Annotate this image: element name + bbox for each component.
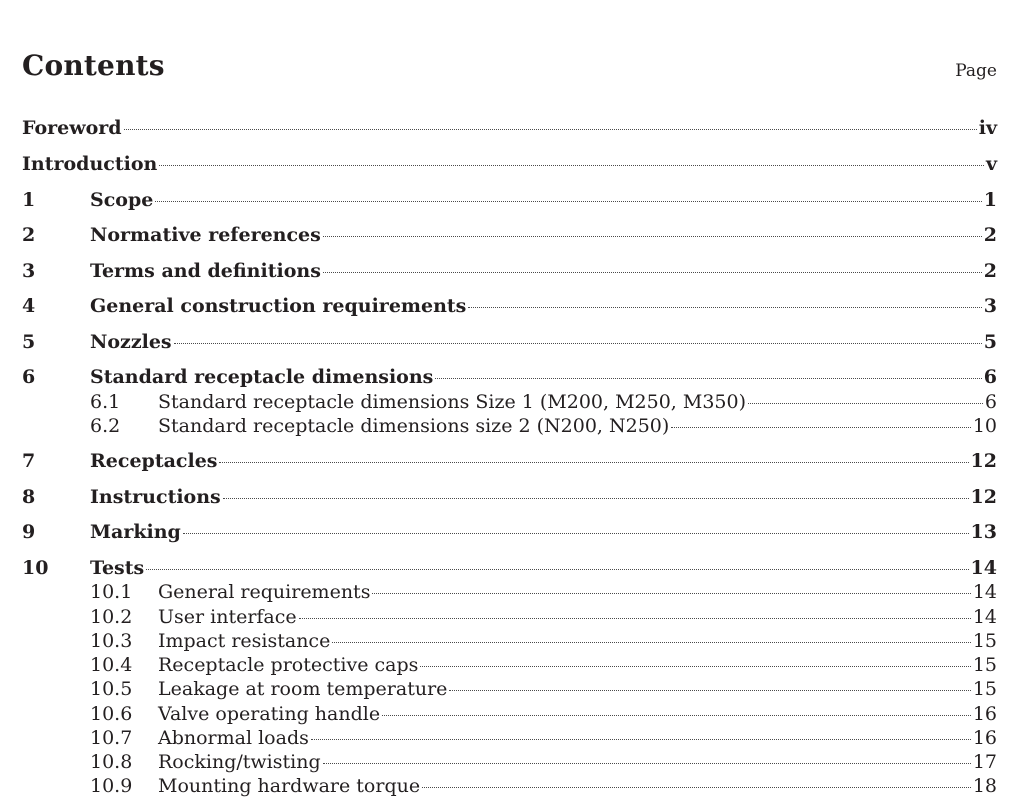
toc-entry-title: General requirements (158, 581, 371, 603)
toc-entry-page: 16 (972, 727, 997, 749)
toc-entry-page: 12 (970, 450, 997, 472)
toc-entry-title: Valve operating handle (158, 703, 381, 725)
toc-entry[interactable] (22, 580, 997, 604)
toc-entry-number: 3 (22, 260, 36, 282)
toc-entry-page: 16 (972, 703, 997, 725)
toc-dot-leader (671, 426, 971, 428)
toc-entry[interactable] (22, 152, 997, 176)
page-title: Contents (22, 49, 165, 82)
toc-entry-page: 2 (983, 224, 997, 246)
toc-entry[interactable] (22, 726, 997, 750)
toc-entry-title: Abnormal loads (158, 727, 309, 749)
toc-entry-page: 17 (972, 751, 997, 773)
toc-entry[interactable] (22, 116, 997, 140)
toc-entry-number: 2 (22, 224, 36, 246)
toc-entry-title: Terms and definitions (90, 260, 321, 282)
toc-page (22, 0, 997, 803)
toc-dot-leader (468, 306, 981, 308)
toc-entry[interactable] (22, 294, 997, 318)
toc-entry-page: 3 (983, 295, 997, 317)
toc-entry-title: Impact resistance (158, 630, 331, 652)
toc-dot-leader (223, 497, 969, 499)
toc-entry[interactable] (22, 223, 997, 247)
toc-entry-number: 4 (22, 295, 36, 317)
page-column-label: Page (955, 61, 997, 81)
toc-dot-leader (748, 402, 983, 404)
toc-dot-leader (422, 786, 971, 788)
toc-entry[interactable] (22, 330, 997, 354)
toc-entry-number: 5 (22, 331, 36, 353)
toc-entry-page: 6 (983, 366, 997, 388)
toc-entry-title: Instructions (90, 486, 221, 508)
toc-dot-leader (420, 665, 970, 667)
toc-entry-number: 10.2 (90, 606, 133, 628)
toc-dot-leader (382, 714, 971, 716)
toc-entry[interactable] (22, 702, 997, 726)
toc-entry-page: 15 (972, 630, 997, 652)
toc-entry-number: 10.4 (90, 654, 133, 676)
toc-entry-number: 10.6 (90, 703, 133, 725)
toc-entry[interactable] (22, 414, 997, 438)
toc-entry[interactable] (22, 449, 997, 473)
toc-entry-number: 10.5 (90, 678, 133, 700)
toc-entry-page: 12 (970, 486, 997, 508)
toc-entry-title: Scope (90, 189, 154, 211)
toc-entry-page: 13 (970, 521, 997, 543)
toc-entry[interactable] (22, 520, 997, 544)
toc-dot-leader (146, 568, 968, 570)
toc-entry[interactable] (22, 605, 997, 629)
toc-dot-leader (449, 689, 970, 691)
toc-entry-page: 10 (972, 415, 997, 437)
toc-entry-title: Rocking/twisting (158, 751, 321, 773)
toc-entry-number: 8 (22, 486, 36, 508)
toc-entry-number: 6.2 (90, 415, 121, 437)
toc-dot-leader (323, 762, 971, 764)
toc-entry[interactable] (22, 629, 997, 653)
toc-dot-leader (323, 271, 982, 273)
toc-entry-title: Nozzles (90, 331, 172, 353)
toc-entry[interactable] (22, 774, 997, 798)
toc-entry-title: Tests (90, 557, 145, 579)
toc-entry-number: 10 (22, 557, 49, 579)
toc-entry-page: 1 (983, 189, 997, 211)
toc-dot-leader (311, 738, 971, 740)
toc-entry-page: 18 (972, 775, 997, 797)
toc-dot-leader (299, 617, 971, 619)
toc-entry[interactable] (22, 259, 997, 283)
toc-entry[interactable] (22, 365, 997, 389)
toc-dot-leader (323, 235, 982, 237)
toc-entry[interactable] (22, 653, 997, 677)
toc-entry-title: Mounting hardware torque (158, 775, 421, 797)
toc-entry[interactable] (22, 188, 997, 212)
toc-entry-page: iv (978, 117, 997, 139)
toc-entry-title: Marking (90, 521, 181, 543)
toc-entry[interactable] (22, 556, 997, 580)
toc-entry-page: v (985, 153, 997, 175)
toc-entry-title: User interface (158, 606, 297, 628)
toc-dot-leader (155, 200, 981, 202)
toc-entry-title: Standard receptacle dimensions size 2 (N200, N250) (158, 415, 670, 437)
toc-entry-title: Leakage at room temperature (158, 678, 448, 700)
toc-entry-number: 1 (22, 189, 36, 211)
toc-entry[interactable] (22, 485, 997, 509)
toc-entry-title: Introduction (22, 153, 158, 175)
toc-entry-title: General construction requirements (90, 295, 467, 317)
toc-entry-page: 5 (983, 331, 997, 353)
toc-entry-number: 6 (22, 366, 36, 388)
toc-entry-page: 2 (983, 260, 997, 282)
toc-dot-leader (435, 377, 981, 379)
toc-entry-page: 14 (970, 557, 997, 579)
toc-entry-page: 15 (972, 654, 997, 676)
toc-entry-number: 6.1 (90, 391, 121, 413)
toc-dot-leader (219, 461, 968, 463)
toc-dot-leader (124, 128, 977, 130)
toc-entry[interactable] (22, 750, 997, 774)
toc-entry[interactable] (22, 390, 997, 414)
toc-entry-number: 10.3 (90, 630, 133, 652)
toc-entry[interactable] (22, 677, 997, 701)
toc-entry-title: Standard receptacle dimensions Size 1 (M200, M250, M350) (158, 391, 747, 413)
toc-dot-leader (183, 532, 969, 534)
toc-entry-number: 10.9 (90, 775, 133, 797)
toc-dot-leader (174, 342, 982, 344)
toc-entry-title: Receptacles (90, 450, 218, 472)
toc-entry-page: 14 (972, 606, 997, 628)
toc-entry-number: 7 (22, 450, 36, 472)
toc-entry-title: Receptacle protective caps (158, 654, 419, 676)
toc-entry-number: 10.7 (90, 727, 133, 749)
toc-entry-page: 14 (972, 581, 997, 603)
toc-entry-page: 15 (972, 678, 997, 700)
toc-entry-title: Foreword (22, 117, 122, 139)
toc-entry-number: 10.8 (90, 751, 133, 773)
toc-dot-leader (159, 164, 984, 166)
toc-entry-number: 10.1 (90, 581, 133, 603)
toc-entry-page: 6 (984, 391, 997, 413)
toc-dot-leader (332, 641, 970, 643)
toc-entry-number: 9 (22, 521, 36, 543)
toc-entry-title: Standard receptacle dimensions (90, 366, 434, 388)
toc-entry-title: Normative references (90, 224, 321, 246)
toc-dot-leader (372, 592, 970, 594)
